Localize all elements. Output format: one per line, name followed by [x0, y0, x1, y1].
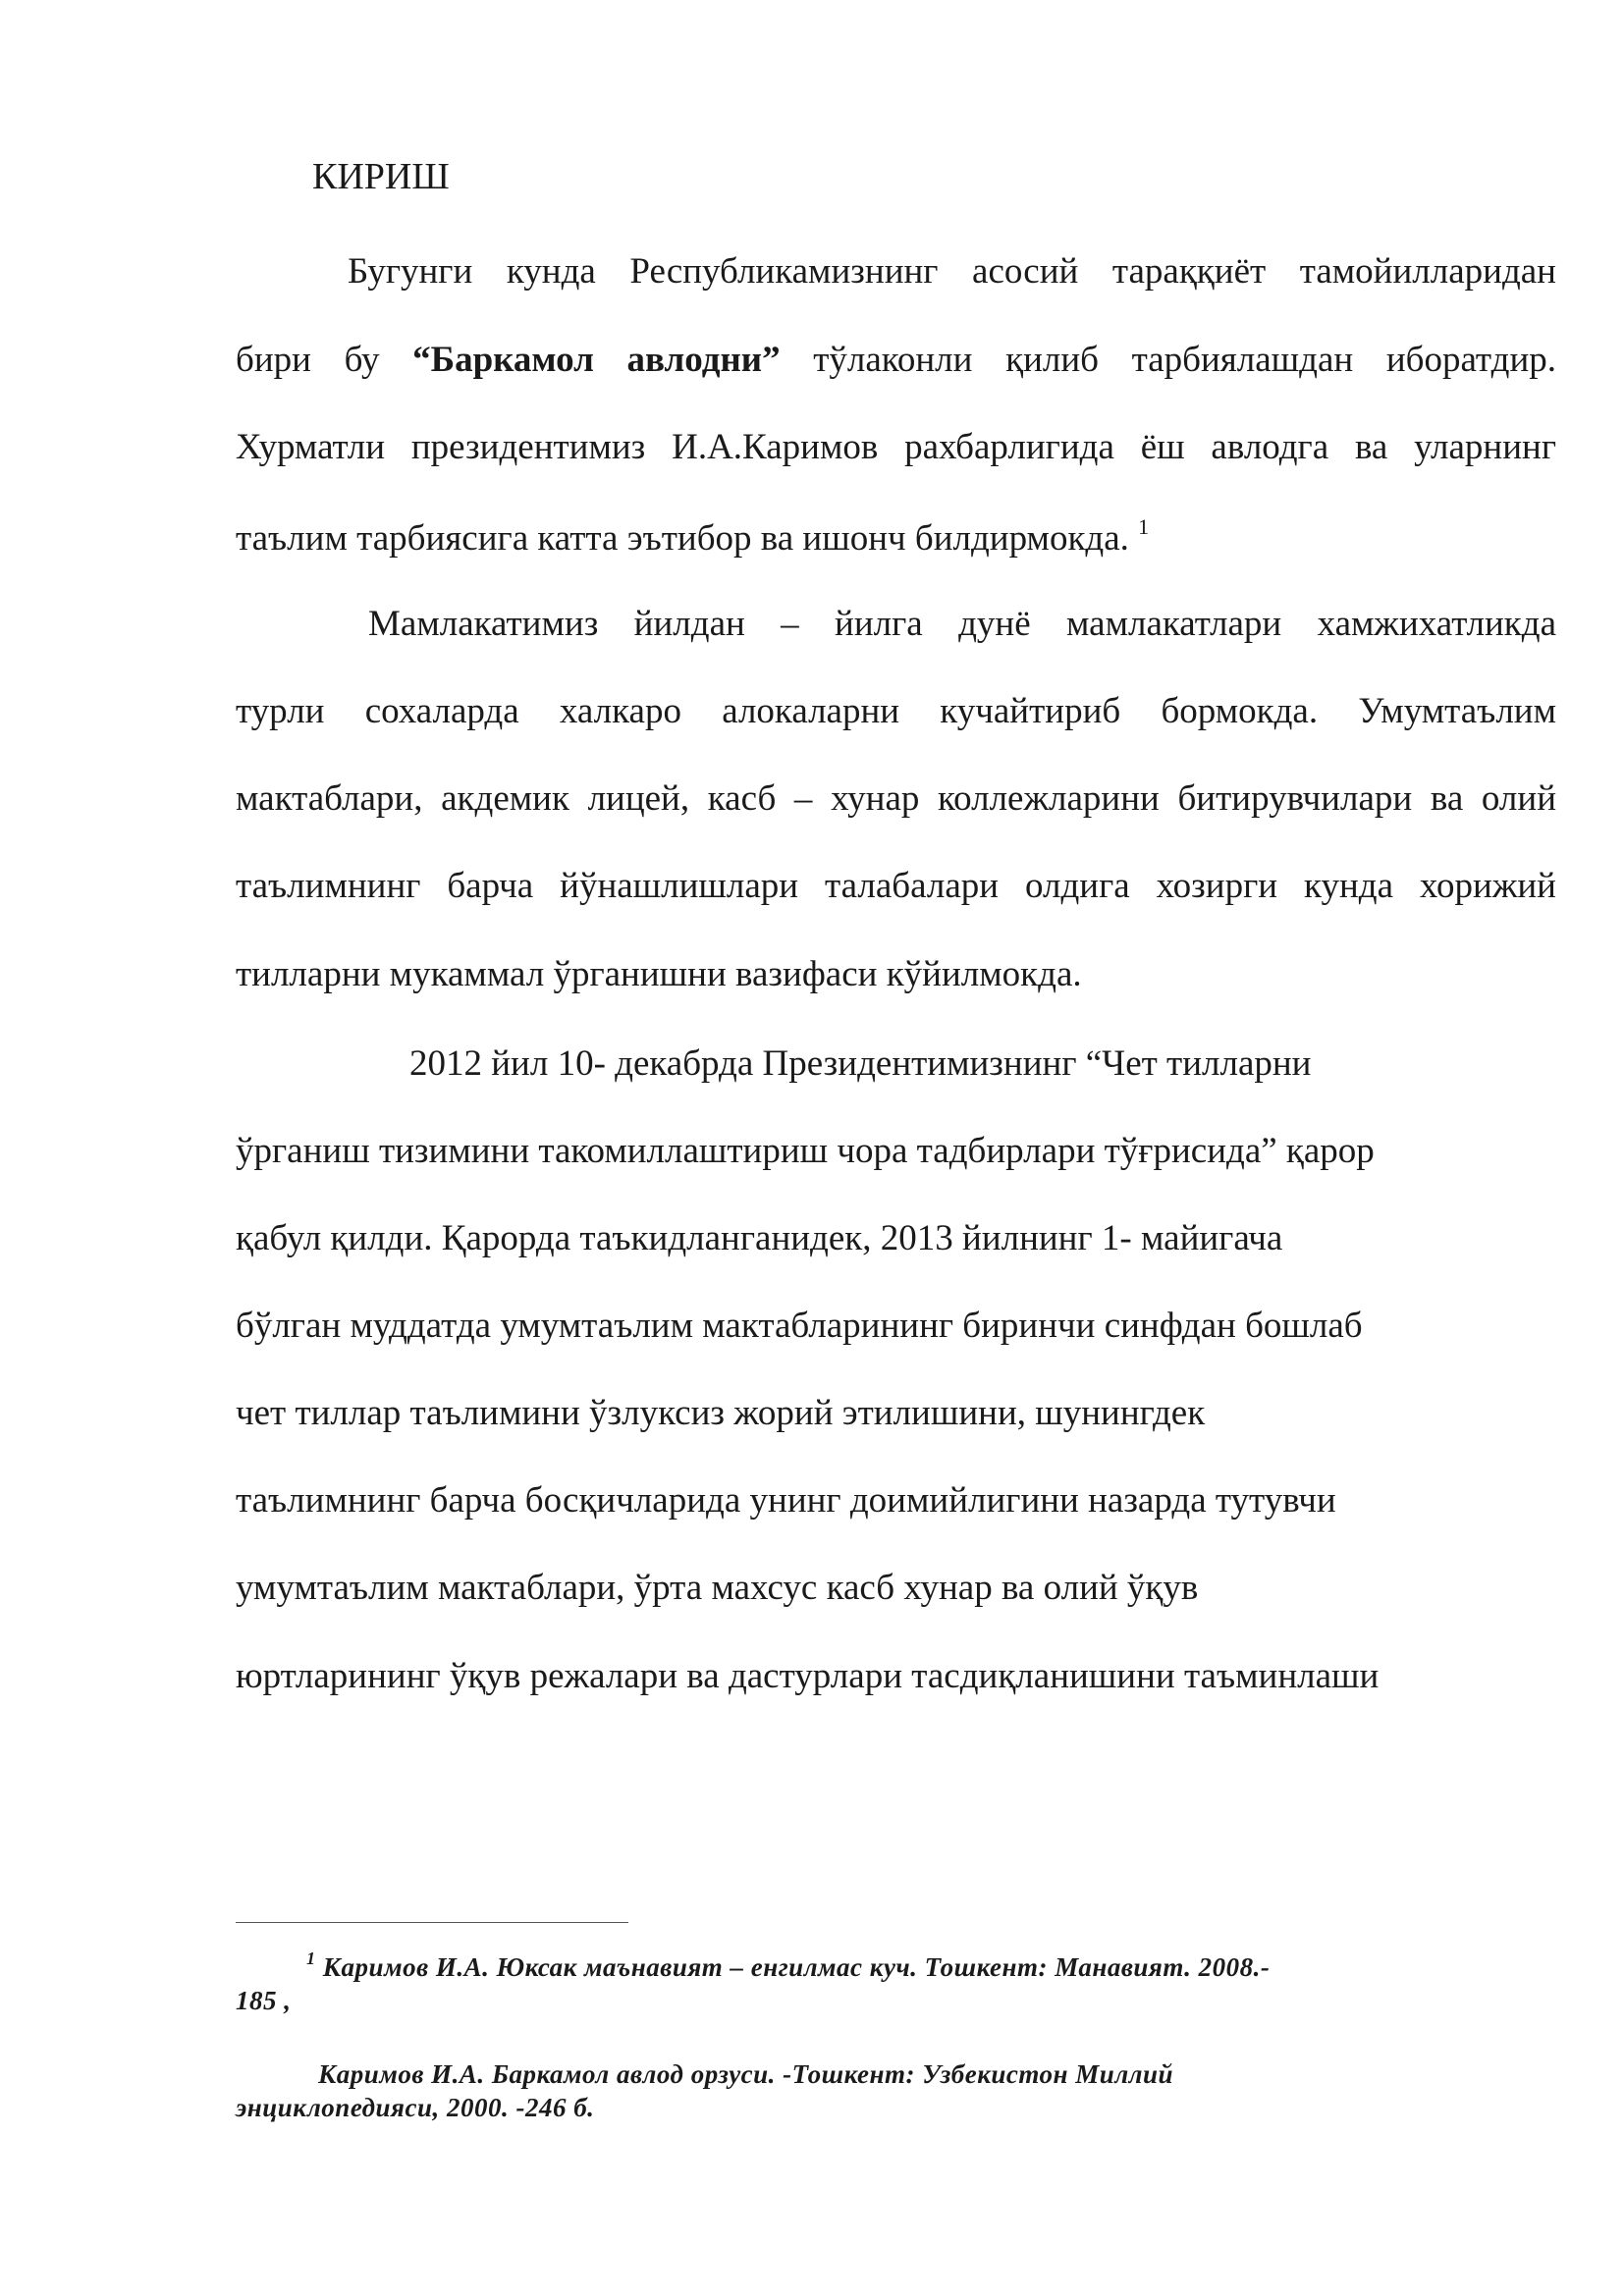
para2-line5: тилларни мукаммал ўрганишни вазифаси кўйилмокда. — [236, 954, 1082, 994]
footnote-1-marker: 1 — [306, 1949, 316, 1968]
para2-line3: мактаблари, акдемик лицей, касб – хунар коллежларини битирувчилари ва олий — [236, 778, 1556, 819]
para1-line3: Хурматли президентимиз И.А.Каримов рахбарлигида ёш авлодга ва уларнинг — [236, 427, 1556, 467]
para3-line2: ўрганиш тизимини такомиллаштириш чора тадбирлари тўғрисида” қарор — [236, 1131, 1375, 1171]
footnote-2 — [236, 2058, 1532, 2125]
footnote-1-line1 — [236, 1948, 1532, 1985]
para2-line2: турли сохаларда халкаро алокаларни кучайтириб бормокда. Умумтаълим — [236, 691, 1556, 731]
para2-line4: таълимнинг барча йўнашлишлари талабалари олдига хозирги кунда хорижий — [236, 866, 1556, 906]
para3-line4: бўлган муддатда умумтаълим мактабларининг биринчи синфдан бошлаб — [236, 1306, 1363, 1346]
para1-line1: Бугунги кунда Республикамизнинг асосий тараққиёт тамойилларидан — [348, 251, 1556, 292]
section-heading: КИРИШ — [312, 156, 450, 197]
para1-line4-text: таълим тарбиясига катта эътибор ва ишонч билдирмокда. — [236, 518, 1139, 559]
para1-line2-text-a: бири бу — [236, 340, 413, 380]
para3-line3: қабул қилди. Қарорда таъкидланганидек, 2013 йилнинг 1- майигача — [236, 1218, 1283, 1258]
para3-line7: умумтаълим мактаблари, ўрта махсус касб хунар ва олий ўқув — [236, 1568, 1199, 1608]
footnote-separator — [236, 1922, 628, 1923]
para3-line5: чет тиллар таълимини ўзлуксиз жорий этилишини, шунингдек — [236, 1393, 1206, 1433]
para1-line4 — [236, 516, 1556, 557]
para1-bold-phrase: “Баркамол авлодни” — [412, 340, 781, 380]
footnote-reference: 1 — [1138, 514, 1150, 539]
para1-line2 — [236, 342, 1556, 378]
para1-line2-text-b: тўлаконли қилиб тарбиялашдан иборатдир. — [780, 340, 1556, 380]
para3-line8: юртларининг ўқув режалари ва дастурлари тасдиқланишини таъминлаши — [236, 1656, 1380, 1696]
footnote-1 — [236, 1948, 1532, 2018]
para2-line1: Мамлакатимиз йилдан – йилга дунё мамлакатлари хамжихатликда — [368, 604, 1556, 644]
footnote-1-line2: 185 , — [236, 1985, 292, 2015]
footnote-1-text: Каримов И.А. Юксак маънавият – енгилмас куч. Тошкент: Манавият. 2008.- — [315, 1952, 1271, 1982]
footnote-2-line1: Каримов И.А. Баркамол авлод орзуси. -Тошкент: Узбекистон Миллий — [318, 2059, 1174, 2089]
footnote-2-line2: энциклопедияси, 2000. -246 б. — [236, 2092, 595, 2122]
para3-line6: таълимнинг барча босқичларида унинг доимийлигини назарда тутувчи — [236, 1480, 1336, 1521]
para3-line1: 2012 йил 10- декабрда Президентимизнинг “Чет тилларни — [409, 1043, 1312, 1084]
